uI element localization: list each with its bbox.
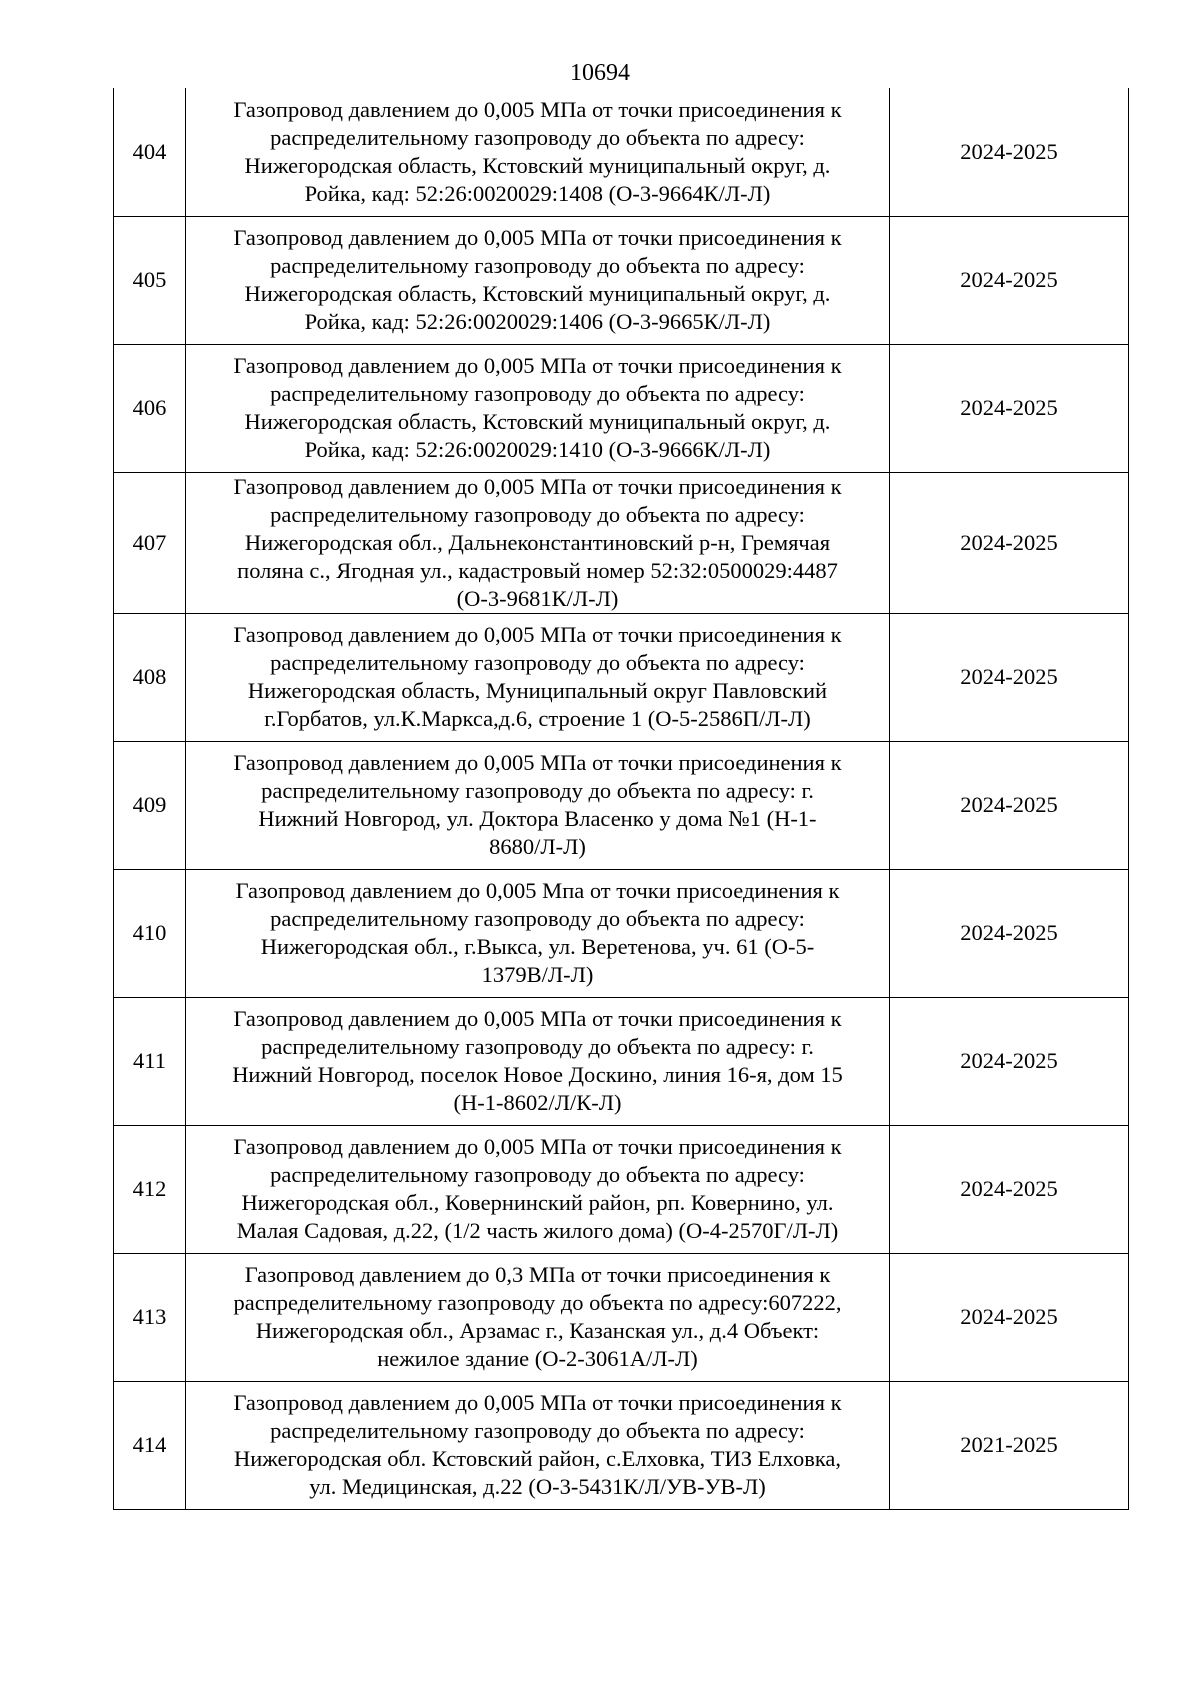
table-row [114, 472, 1129, 613]
description-line: (О-3-9681К/Л-Л) [456, 585, 619, 611]
row-number-cell: 407 [114, 472, 186, 613]
description-line: распределительному газопроводу до объекта по адресу: [270, 650, 805, 675]
description-line: Газопровод давлением до 0,005 МПа от точки присоединения к [233, 353, 842, 378]
table-row [114, 869, 1129, 997]
description-cell [186, 997, 890, 1125]
description-line: г.Горбатов, ул.К.Маркса,д.6, строение 1 (О-5-2586П/Л-Л) [264, 706, 811, 731]
description-line: Газопровод давлением до 0,005 МПа от точки присоединения к [233, 473, 842, 499]
row-number-cell: 412 [114, 1125, 186, 1253]
period-cell: 2024-2025 [890, 1125, 1129, 1253]
description-line: распределительному газопроводу до объекта по адресу: [270, 124, 805, 150]
description-line: Нижегородская область, Кстовский муниципальный округ, д. [244, 152, 831, 178]
description-line: Нижний Новгород, ул. Доктора Власенко у дома №1 (Н-1- [258, 806, 817, 831]
description-line: распределительному газопроводу до объекта по адресу:607222, [233, 1290, 842, 1315]
description-line: Нижегородская область, Кстовский муниципальный округ, д. [244, 409, 831, 434]
description-cell [186, 613, 890, 741]
row-number-cell: 406 [114, 344, 186, 472]
table-row [114, 88, 1129, 216]
row-number-cell: 404 [114, 88, 186, 216]
description-cell [186, 1381, 890, 1509]
row-number-cell: 405 [114, 216, 186, 344]
description-cell [186, 88, 890, 216]
description-line: поляна с., Ягодная ул., кадастровый номер 52:32:0500029:4487 [237, 557, 838, 583]
description-line: распределительному газопроводу до объекта по адресу: [270, 381, 805, 406]
description-line: распределительному газопроводу до объекта по адресу: [270, 253, 805, 278]
period-cell: 2021-2025 [890, 1381, 1129, 1509]
description-line: нежилое здание (О-2-3061А/Л-Л) [377, 1346, 698, 1371]
description-line: распределительному газопроводу до объекта по адресу: [270, 1162, 805, 1187]
description-line: Малая Садовая, д.22, (1/2 часть жилого дома) (О-4-2570Г/Л-Л) [236, 1218, 839, 1243]
description-line: Нижегородская область, Кстовский муниципальный округ, д. [244, 281, 831, 306]
description-cell [186, 216, 890, 344]
period-cell: 2024-2025 [890, 997, 1129, 1125]
table-row [114, 1381, 1129, 1509]
description-line: Нижегородская обл., Арзамас г., Казанская ул., д.4 Объект: [255, 1318, 820, 1343]
description-line: Ройка, кад: 52:26:0020029:1406 (О-3-9665К/Л-Л) [304, 309, 771, 334]
period-cell: 2024-2025 [890, 344, 1129, 472]
row-number-cell: 410 [114, 869, 186, 997]
description-line: Нижний Новгород, поселок Новое Доскино, линия 16-я, дом 15 [232, 1062, 843, 1087]
description-cell [186, 1125, 890, 1253]
description-line: Нижегородская обл., г.Выкса, ул. Веретенова, уч. 61 (О-5- [260, 934, 815, 959]
period-cell: 2024-2025 [890, 741, 1129, 869]
description-cell [186, 869, 890, 997]
row-number-cell: 413 [114, 1253, 186, 1381]
table-row [114, 613, 1129, 741]
description-line: ул. Медицинская, д.22 (О-3-5431К/Л/УВ-УВ-Л) [309, 1474, 766, 1499]
description-line: Газопровод давлением до 0,005 МПа от точки присоединения к [233, 96, 842, 122]
table-row [114, 997, 1129, 1125]
description-line: Газопровод давлением до 0,005 МПа от точки присоединения к [233, 1134, 842, 1159]
period-cell: 2024-2025 [890, 216, 1129, 344]
description-line: распределительному газопроводу до объекта по адресу: [270, 906, 805, 931]
page-number: 10694 [570, 60, 630, 86]
table-body [114, 88, 1129, 1509]
description-line: Газопровод давлением до 0,005 Мпа от точки присоединения к [235, 878, 840, 903]
description-cell [186, 472, 890, 613]
table-row [114, 1125, 1129, 1253]
period-cell: 2024-2025 [890, 88, 1129, 216]
description-line: (Н-1-8602/Л/К-Л) [453, 1090, 622, 1115]
description-line: 1379В/Л-Л) [481, 962, 594, 987]
description-cell [186, 1253, 890, 1381]
description-line: распределительному газопроводу до объекта по адресу: [270, 1418, 805, 1443]
description-line: Ройка, кад: 52:26:0020029:1410 (О-3-9666К/Л-Л) [304, 437, 771, 462]
row-number-cell: 414 [114, 1381, 186, 1509]
description-line: Нижегородская обл., Дальнеконстантиновский р-н, Гремячая [244, 529, 831, 555]
period-cell: 2024-2025 [890, 1253, 1129, 1381]
period-cell: 2024-2025 [890, 613, 1129, 741]
description-line: распределительному газопроводу до объекта по адресу: [270, 501, 805, 527]
row-number-cell: 409 [114, 741, 186, 869]
description-line: Нижегородская область, Муниципальный округ Павловский [247, 678, 828, 703]
table-row [114, 741, 1129, 869]
description-line: Газопровод давлением до 0,005 МПа от точки присоединения к [233, 225, 842, 250]
description-line: Газопровод давлением до 0,005 МПа от точки присоединения к [233, 1006, 842, 1031]
description-line: Газопровод давлением до 0,005 МПа от точки присоединения к [233, 750, 842, 775]
description-line: распределительному газопроводу до объекта по адресу: г. [261, 778, 814, 803]
description-line: Ройка, кад: 52:26:0020029:1408 (О-3-9664К/Л-Л) [304, 180, 771, 206]
objects-table [113, 88, 1129, 1510]
period-cell: 2024-2025 [890, 869, 1129, 997]
period-cell: 2024-2025 [890, 472, 1129, 613]
description-line: 8680/Л-Л) [489, 834, 586, 859]
description-cell [186, 741, 890, 869]
row-number-cell: 411 [114, 997, 186, 1125]
description-line: Нижегородская обл. Кстовский район, с.Елховка, ТИЗ Елховка, [233, 1446, 842, 1471]
row-number-cell: 408 [114, 613, 186, 741]
description-line: Газопровод давлением до 0,005 МПа от точки присоединения к [233, 622, 842, 647]
description-line: Газопровод давлением до 0,3 МПа от точки присоединения к [244, 1262, 831, 1287]
description-line: Газопровод давлением до 0,005 МПа от точки присоединения к [233, 1390, 842, 1415]
description-line: Нижегородская обл., Ковернинский район, рп. Ковернино, ул. [241, 1190, 834, 1215]
table-row [114, 216, 1129, 344]
table-row [114, 344, 1129, 472]
table-row [114, 1253, 1129, 1381]
description-line: распределительному газопроводу до объекта по адресу: г. [261, 1034, 814, 1059]
description-cell [186, 344, 890, 472]
